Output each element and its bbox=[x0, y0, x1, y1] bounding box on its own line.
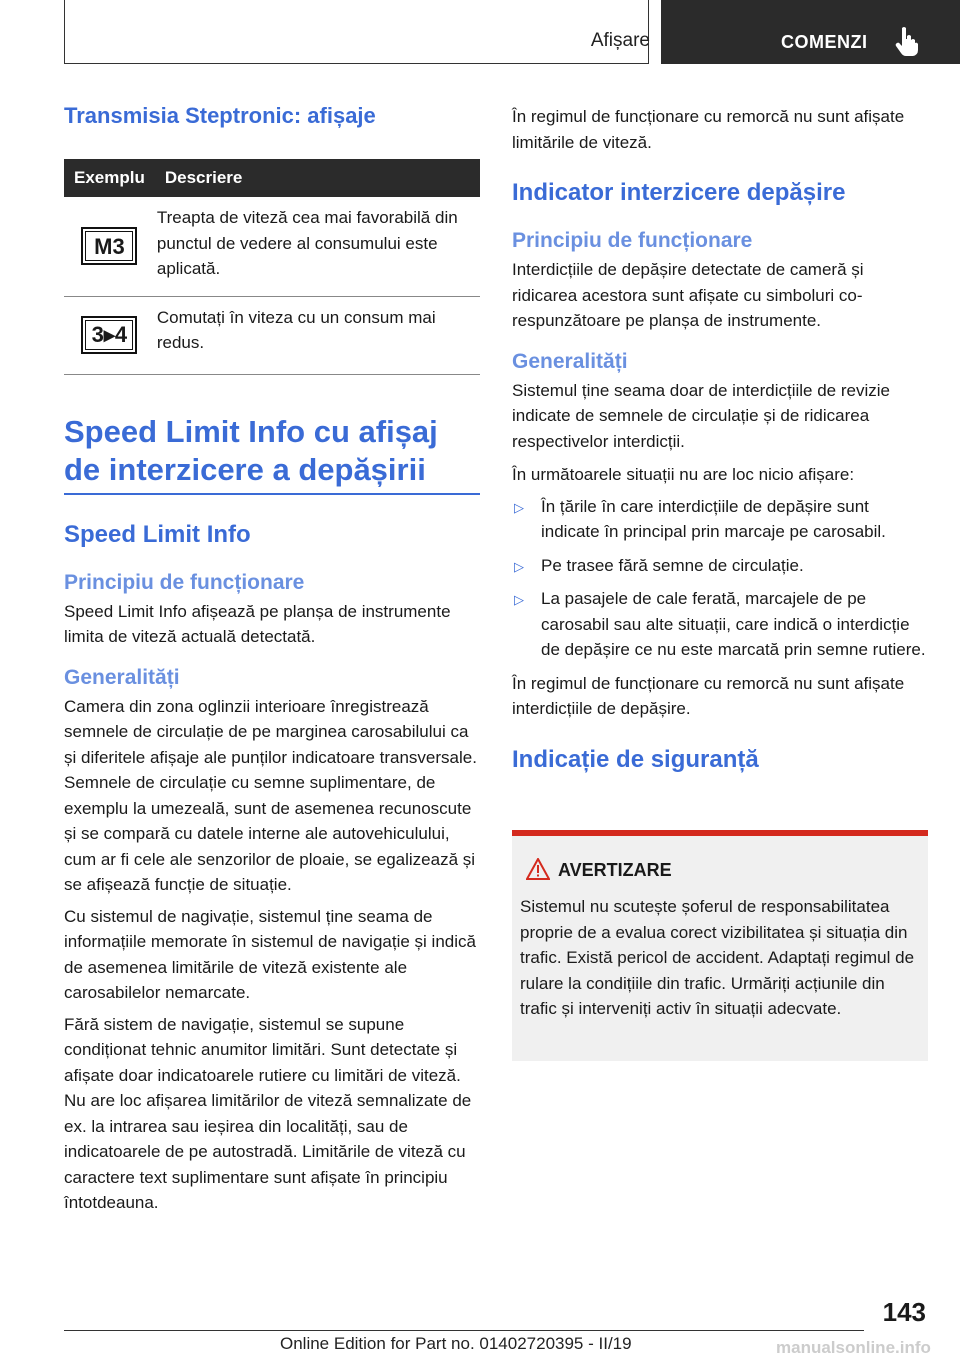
warning-triangle-icon bbox=[526, 858, 550, 880]
safety-heading: Indicație de siguranță bbox=[512, 745, 759, 773]
table-row bbox=[64, 197, 480, 296]
steptronic-table bbox=[64, 159, 480, 375]
title-rule bbox=[64, 493, 480, 495]
footer-rule bbox=[64, 1330, 864, 1331]
table-header-description: Descriere bbox=[155, 159, 480, 197]
general-text-3: Fără sistem de navigație, sistemul se supune condiționat tehnic anumitor limitări. Sunt detectate și afișate doar indicatoarele rutiere cu limitări de viteză. Nu are loc afișarea limitărilor de viteză semnalizate de ex. la intrarea sau ieșirea din localități, sau de indicatoarele de pe autostradă. Limitările de viteză cu caractere text suplimentare sunt afișate în principiu întotdeauna. bbox=[64, 1014, 472, 1212]
trailer-text-2: În regimul de funcționare cu remorcă nu sunt afișate interdicțiile de depășire. bbox=[512, 673, 905, 718]
overtaking-heading: Indicator interzicere depășire bbox=[512, 179, 846, 206]
principle-text: Speed Limit Info afișează pe planșa de instrumente limita de viteză actuală detectată. bbox=[64, 601, 451, 646]
warning-title: AVERTIZARE bbox=[558, 860, 672, 880]
general-text-2: Cu sistemul de nagivație, sistemul ține seama de informațiile memorate în sistemul de navigație și indică de asemenea limitările de viteză existente ale carosabilelor nemarcate. bbox=[64, 906, 476, 1002]
watermark: manualsonline.info bbox=[776, 1338, 931, 1357]
triangle-bullet-icon: ▷ bbox=[514, 499, 524, 515]
edition-text: Online Edition for Part no. 01402720395 - II/19 bbox=[280, 1334, 632, 1353]
tab-comenzi[interactable] bbox=[661, 0, 960, 64]
general-text-1: Camera din zona oglinzii interioare înregistrează semnele de circulație de pe marginea carosabilului ca și diferitele afișaje ale punților indicatoare transversale. Semnele de circulație cu semne suplimentare, de exemplu la umezeală, sunt de asemenea recunoscute și se compară cu datele interne ale autovehiculului, cum ar fi cele ale senzorilor de ploaie, se egalizează și se afișează funcție de situație. bbox=[64, 696, 477, 894]
list-item: ▷ În țările în care interdicțiile de depășire sunt indicate în principal prin marcaje pe carosabil. bbox=[514, 496, 886, 541]
header-frame bbox=[64, 0, 649, 64]
hand-pointer-icon bbox=[893, 26, 919, 56]
tab-label: COMENZI bbox=[781, 32, 868, 52]
principle-heading-2: Principiu de funcționare bbox=[512, 229, 753, 252]
table-header-example: Exemplu bbox=[64, 159, 155, 197]
no-display-list bbox=[512, 494, 928, 663]
warning-box bbox=[512, 830, 928, 1061]
principle-text-2: Interdicțiile de depășire detectate de cameră și ridicarea acestora sunt afișate cu simboluri corespunzătoare pe planșa de instrumente. bbox=[512, 260, 864, 330]
list-item: ▷ Pe trasee fără semne de circulație. bbox=[512, 553, 928, 579]
section-title: Afișare bbox=[590, 30, 650, 51]
principle-heading: Principiu de funcționare bbox=[64, 570, 305, 594]
table-row bbox=[64, 296, 480, 374]
speed-limit-info-heading: Speed Limit Info bbox=[64, 520, 251, 548]
triangle-bullet-icon: ▷ bbox=[514, 558, 524, 574]
trailer-text-1: În regimul de funcționare cu remorcă nu sunt afișate limitările de viteză. bbox=[512, 107, 905, 152]
warning-text: Sistemul nu scutește șoferul de responsabilitatea proprie de a evalua corect vizibilitatea și situația din trafic. Există pericol de accident. Adaptați regimul de rulare la condițiile din trafic. Urmăriți acțiunile din trafic și interveniți activ în situații adecvate. bbox=[520, 897, 915, 1018]
list-item: ▷ La pasajele de cale ferată, marcajele de pe carosabil sau alte situații, care indică o interdicție de depășire ce nu este marcată prin semne rutiere. bbox=[514, 589, 926, 659]
general-heading-2: Generalități bbox=[512, 349, 628, 373]
general-text-4: Sistemul ține seama doar de interdicțiile de revizie indicate de semnele de circulație și de ridicarea respectivelor interdicții. bbox=[512, 380, 890, 451]
no-display-intro: În următoarele situații nu are loc nicio afișare: bbox=[512, 465, 855, 484]
table-cell-description: Comutați în viteza cu un consum mai redus. bbox=[155, 296, 480, 374]
gear-m3-icon: M3 bbox=[81, 227, 137, 265]
triangle-bullet-icon: ▷ bbox=[514, 592, 524, 607]
table-cell-description: Treapta de viteză cea mai favorabilă din punctul de vedere al consumului este aplicată. bbox=[155, 197, 480, 296]
general-heading: Generalități bbox=[64, 665, 180, 689]
gear-shift-up-icon: 3▸4 bbox=[81, 316, 137, 354]
steptronic-title: Transmisia Steptronic: afișaje bbox=[64, 103, 376, 128]
speed-limit-big-title: Speed Limit Info cu afișaj de interzicere a depășirii bbox=[64, 413, 438, 487]
page-number: 143 bbox=[882, 1297, 926, 1327]
